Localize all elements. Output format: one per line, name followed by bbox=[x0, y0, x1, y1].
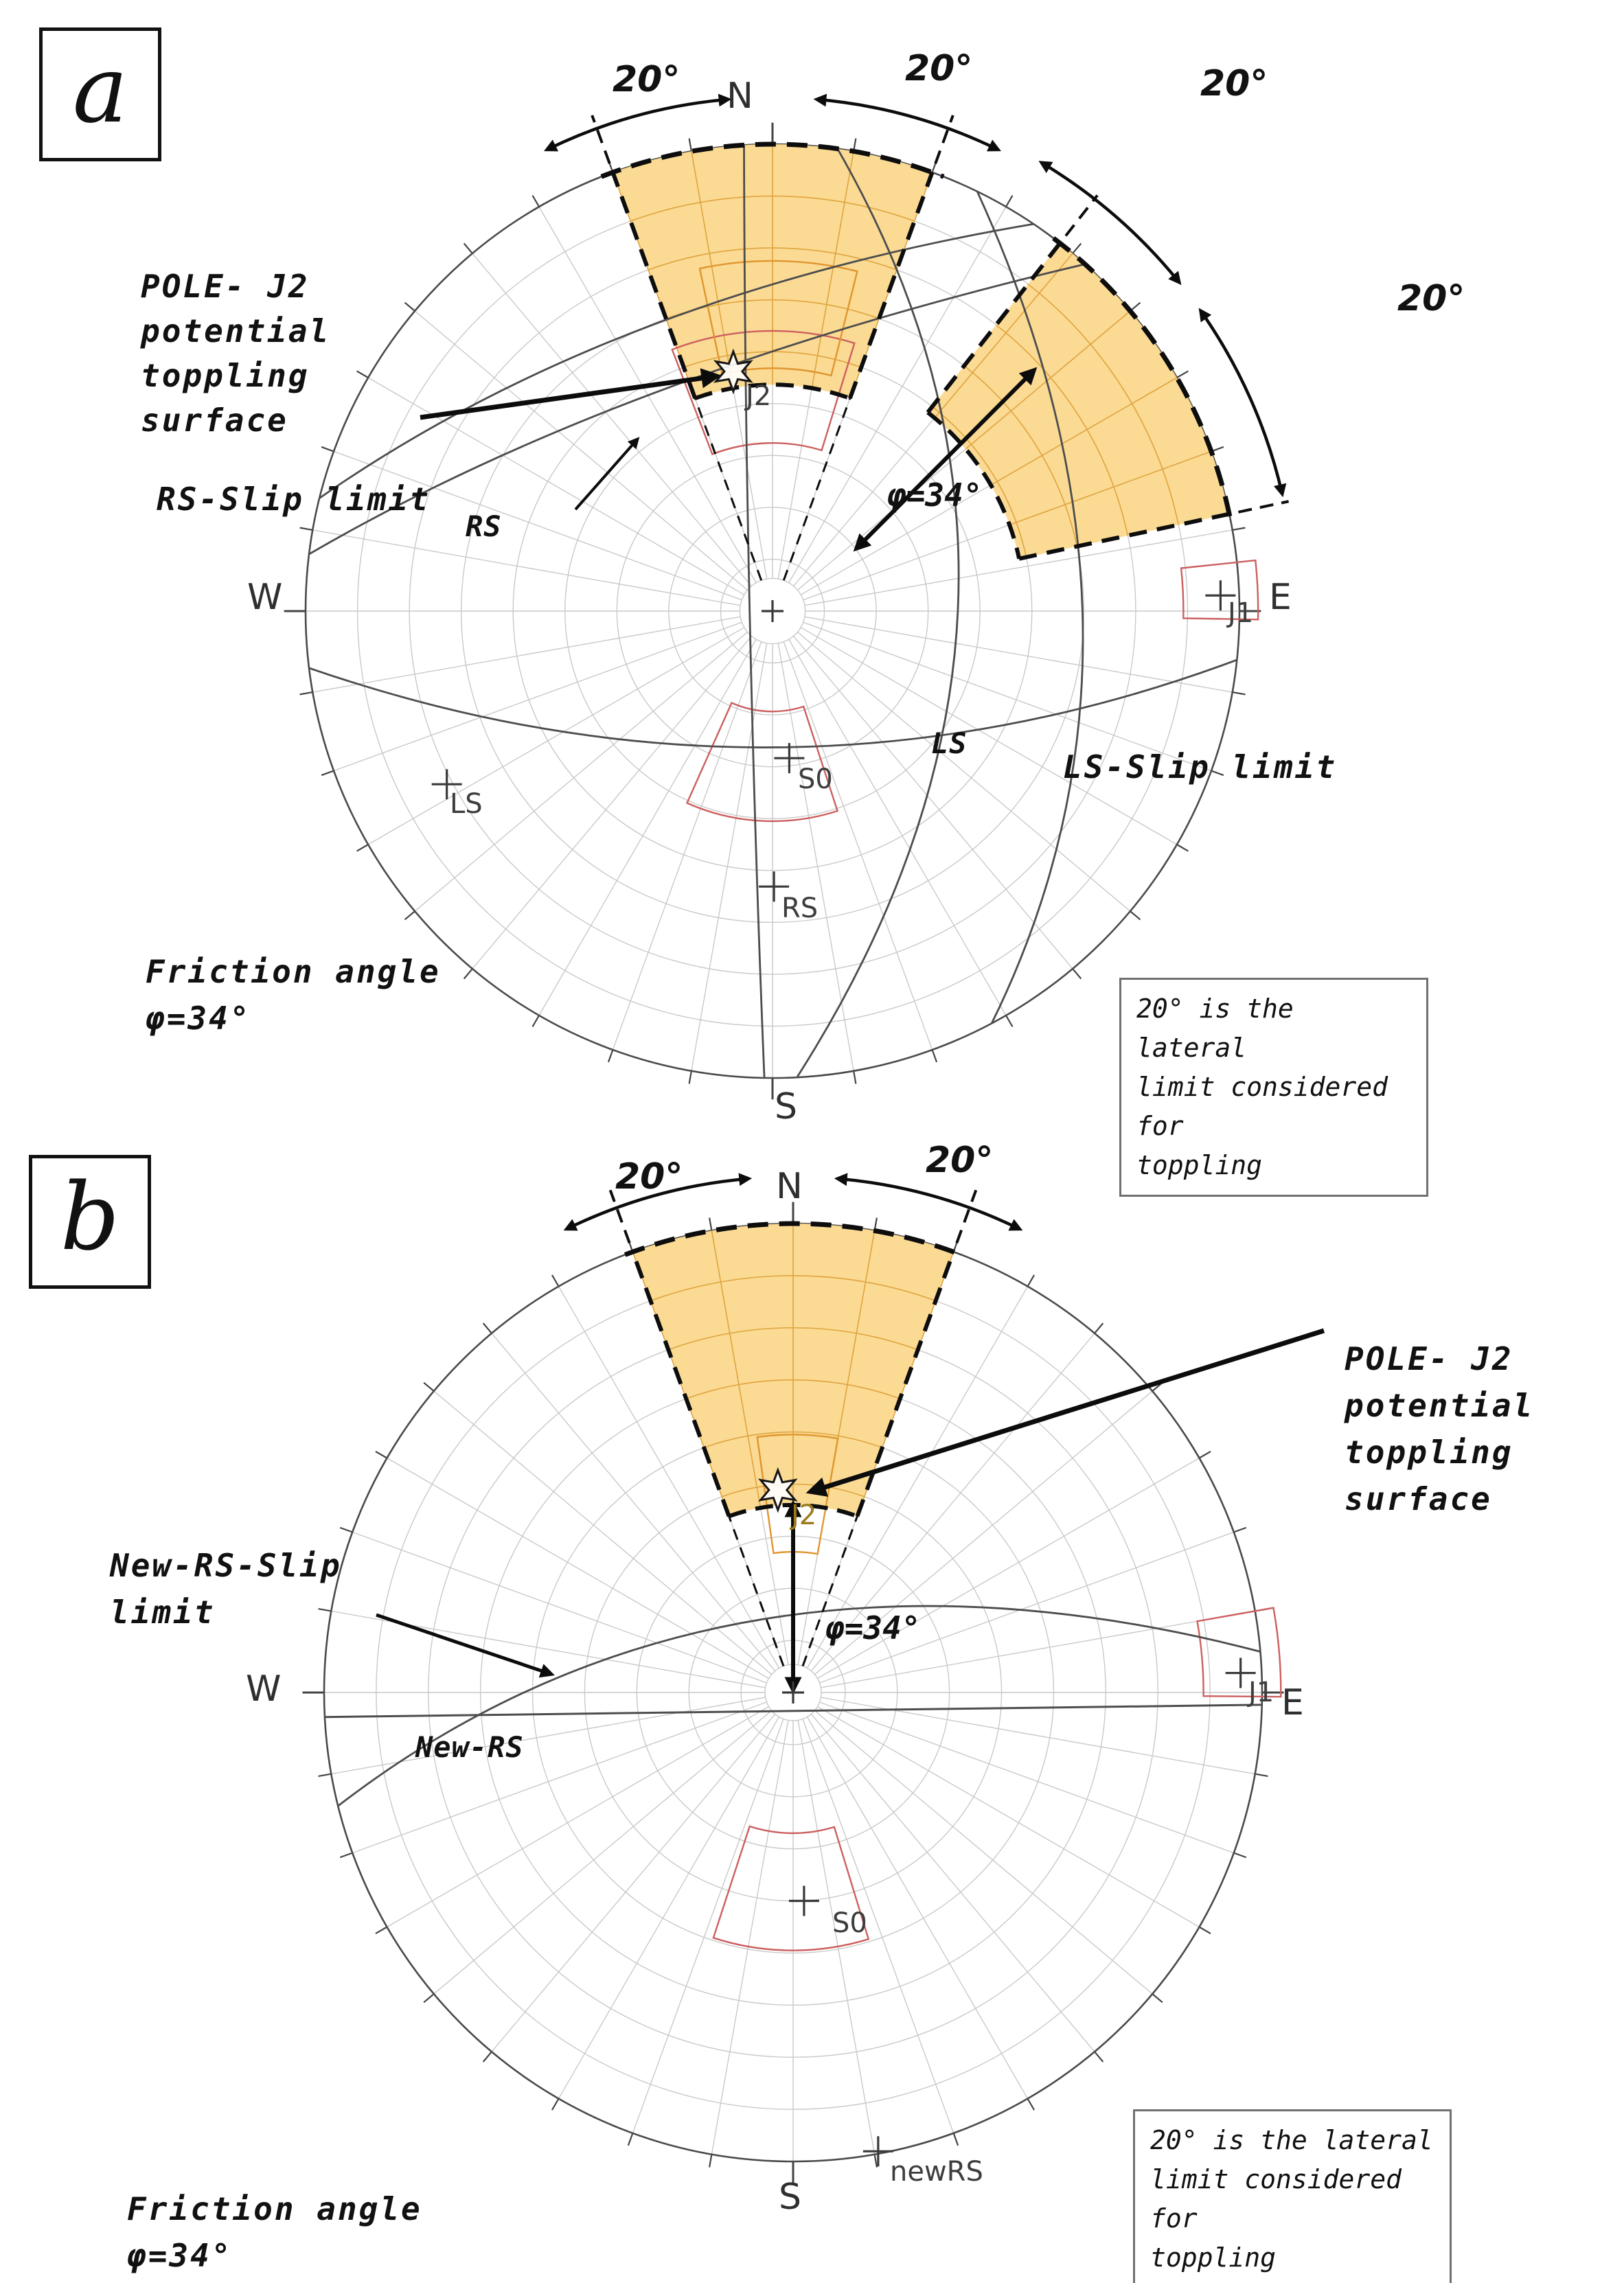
panel-a-letter-box bbox=[39, 27, 161, 161]
panel-b-letter-box bbox=[29, 1155, 151, 1289]
pole-j2-annotation-line2-b: potential bbox=[1345, 1387, 1535, 1424]
note-box-b bbox=[1133, 2109, 1452, 2283]
note-b-line1: 20° is the lateral bbox=[1150, 2125, 1433, 2155]
friction-angle-line1-a: Friction angle bbox=[146, 953, 441, 990]
compass-e-a: E bbox=[1269, 577, 1292, 618]
rs-slip-limit-label: RS-Slip limit bbox=[157, 481, 431, 518]
newrs-plane-label: New-RS bbox=[415, 1730, 524, 1764]
deg20-right-b: 20° bbox=[926, 1140, 994, 1181]
deg20-ne-lower-a: 20° bbox=[1397, 278, 1465, 319]
marker-label-s0-a: S0 bbox=[798, 764, 833, 795]
note-a-line2: limit considered for bbox=[1136, 1072, 1388, 1141]
compass-n-b: N bbox=[776, 1166, 803, 1207]
marker-label-j2-b: J2 bbox=[791, 1500, 817, 1531]
newrs-slip-limit-line1: New-RS-Slip bbox=[110, 1547, 342, 1584]
marker-label-newrs-b: newRS bbox=[890, 2156, 983, 2188]
newrs-slip-limit-line2: limit bbox=[110, 1594, 216, 1631]
pole-j2-annotation-line1-a: POLE- J2 bbox=[141, 268, 310, 305]
note-a-line1: 20° is the lateral bbox=[1136, 994, 1294, 1063]
note-b-line3: toppling bbox=[1150, 2242, 1277, 2273]
note-b-line2: limit considered for bbox=[1150, 2164, 1402, 2234]
friction-angle-line2-a: φ=34° bbox=[146, 1000, 251, 1037]
phi-label-a: φ=34° bbox=[887, 477, 983, 514]
compass-s-b: S bbox=[779, 2177, 802, 2218]
pole-j2-annotation-line1-b: POLE- J2 bbox=[1345, 1340, 1513, 1377]
pole-j2-annotation-line4-b: surface bbox=[1345, 1480, 1492, 1517]
marker-label-j1-b: J1 bbox=[1248, 1677, 1274, 1708]
marker-label-rs-a: RS bbox=[781, 893, 819, 924]
friction-angle-line2-b: φ=34° bbox=[127, 2237, 233, 2274]
compass-w-b: W bbox=[246, 1668, 282, 1710]
friction-angle-line1-b: Friction angle bbox=[127, 2190, 422, 2227]
compass-n-a: N bbox=[727, 76, 753, 117]
deg20-left-b: 20° bbox=[615, 1156, 683, 1197]
pole-j2-annotation-line3-b: toppling bbox=[1345, 1434, 1513, 1471]
marker-label-ls-a: LS bbox=[450, 788, 483, 820]
ls-plane-label: LS bbox=[931, 726, 968, 760]
marker-label-j1-a: J1 bbox=[1228, 597, 1254, 629]
ls-slip-limit-label: LS-Slip limit bbox=[1063, 748, 1338, 785]
pole-j2-annotation-line4-a: surface bbox=[141, 402, 288, 439]
panel-b-letter: b bbox=[60, 1163, 120, 1271]
compass-s-a: S bbox=[775, 1086, 798, 1127]
pole-j2-annotation-line3-a: toppling bbox=[141, 357, 310, 394]
rs-plane-label: RS bbox=[466, 509, 502, 543]
marker-label-j2-a: J2 bbox=[746, 380, 772, 412]
panel-a-letter: a bbox=[72, 36, 128, 144]
phi-label-b: φ=34° bbox=[825, 1609, 921, 1647]
deg20-top-left-a: 20° bbox=[613, 59, 681, 100]
compass-w-a: W bbox=[247, 577, 283, 618]
compass-e-b: E bbox=[1281, 1682, 1304, 1723]
note-a-line3: toppling bbox=[1136, 1150, 1263, 1180]
deg20-top-right-a: 20° bbox=[905, 48, 973, 89]
note-box-a bbox=[1119, 978, 1428, 1197]
marker-label-s0-b: S0 bbox=[832, 1907, 867, 1939]
pole-j2-annotation-line2-a: potential bbox=[141, 312, 331, 349]
deg20-ne-upper-a: 20° bbox=[1200, 63, 1268, 104]
